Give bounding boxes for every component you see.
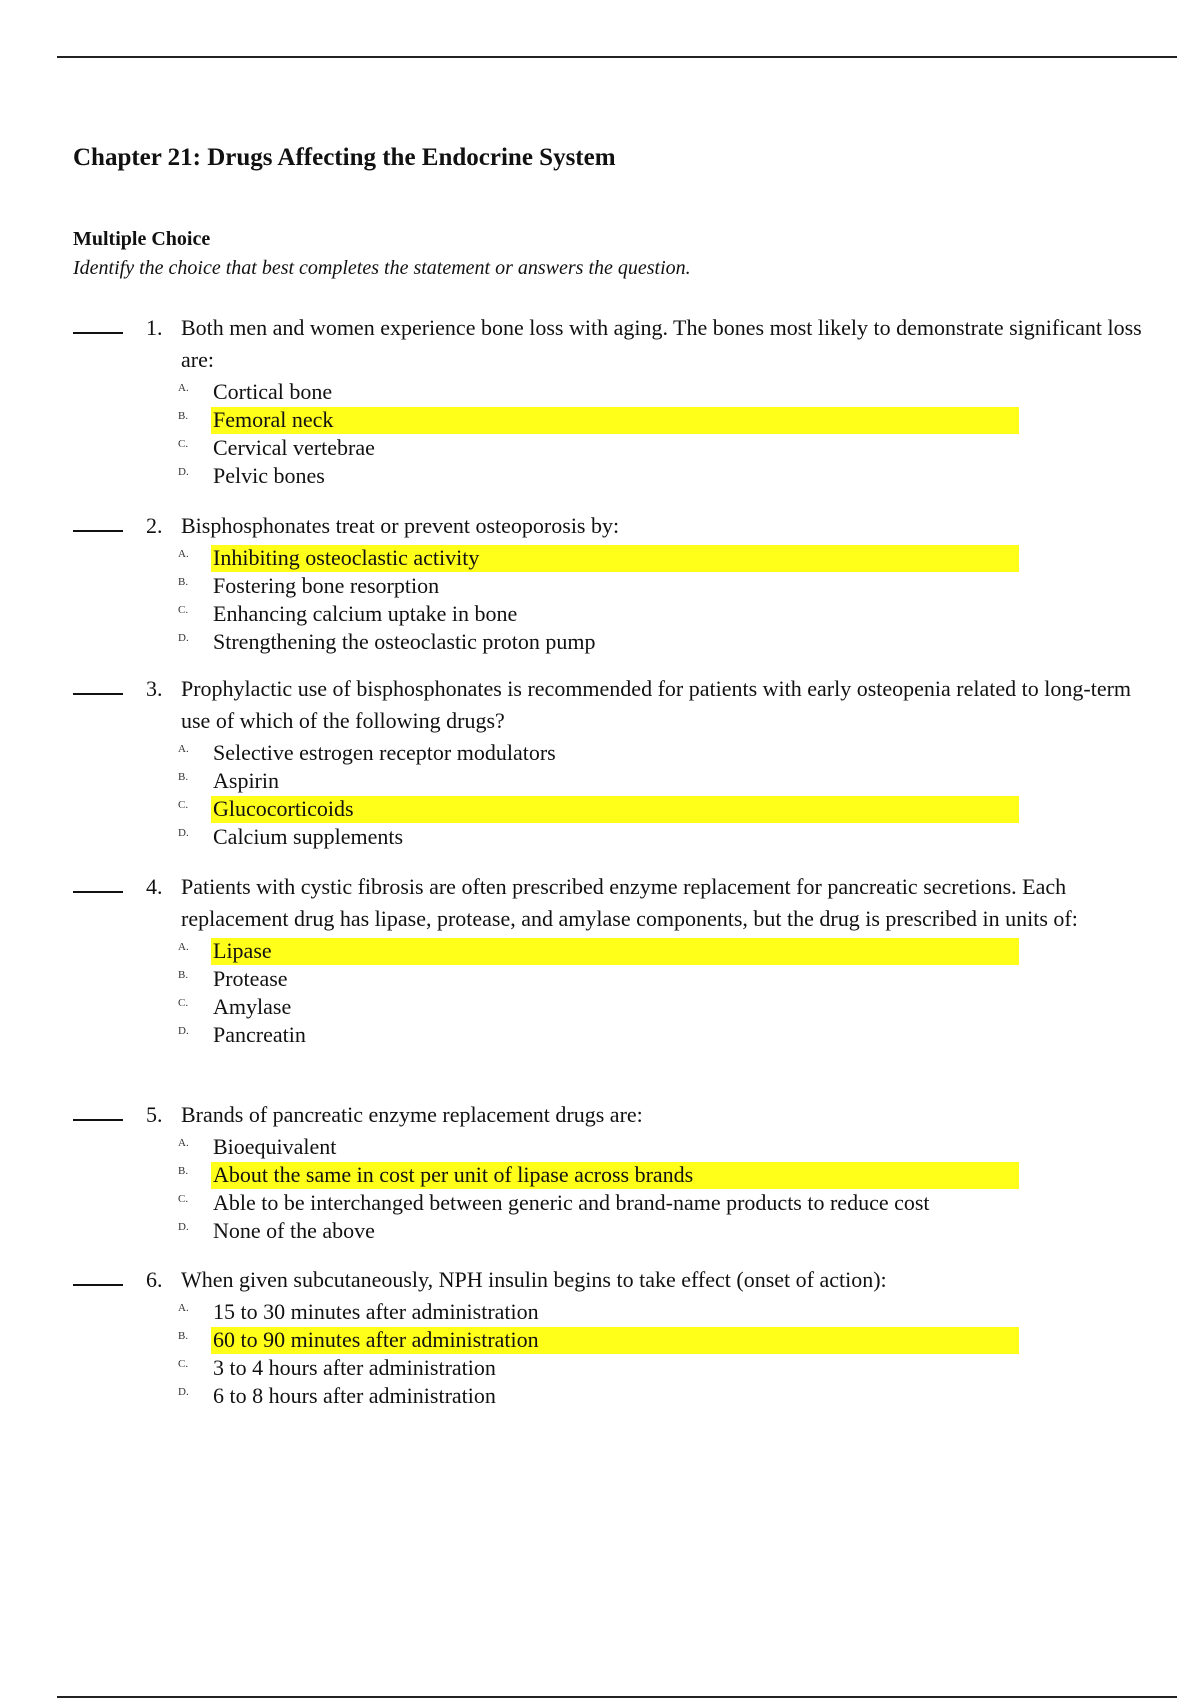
answer-option[interactable] xyxy=(178,628,1153,656)
option-text: None of the above xyxy=(213,1218,375,1243)
question-stem xyxy=(146,312,1153,376)
option-text: About the same in cost per unit of lipase across brands xyxy=(213,1162,694,1187)
option-list xyxy=(178,1133,1153,1245)
option-letter: D. xyxy=(178,1221,189,1233)
answer-option[interactable] xyxy=(178,1326,1153,1354)
question-text: Prophylactic use of bisphosphonates is recommended for patients with early osteopenia related to long-term use of which of the following drugs? xyxy=(181,676,1132,733)
option-text: 6 to 8 hours after administration xyxy=(213,1383,496,1408)
answer-option[interactable] xyxy=(178,1354,1153,1382)
option-text: Pelvic bones xyxy=(213,463,325,488)
option-text: Glucocorticoids xyxy=(213,796,354,821)
answer-option[interactable] xyxy=(178,600,1153,628)
option-text: Bioequivalent xyxy=(213,1134,337,1159)
option-text: Strengthening the osteoclastic proton pump xyxy=(213,629,596,654)
answer-blank[interactable] xyxy=(73,693,123,695)
option-text: Aspirin xyxy=(213,768,279,793)
option-text: Enhancing calcium uptake in bone xyxy=(213,601,518,626)
answer-option[interactable] xyxy=(178,1161,1153,1189)
option-letter: D. xyxy=(178,827,189,839)
option-letter: D. xyxy=(178,1386,189,1398)
question-number: 6. xyxy=(146,1267,163,1292)
option-text: Calcium supplements xyxy=(213,824,404,849)
question-item xyxy=(73,312,1153,490)
option-letter: A. xyxy=(178,743,189,755)
option-letter: C. xyxy=(178,1193,189,1205)
option-letter: B. xyxy=(178,1165,189,1177)
question-stem xyxy=(146,1099,1153,1131)
page-title: Chapter 21: Drugs Affecting the Endocrine System xyxy=(73,144,616,171)
answer-option[interactable] xyxy=(178,965,1153,993)
option-letter: D. xyxy=(178,466,189,478)
answer-option[interactable] xyxy=(178,462,1153,490)
question-number: 5. xyxy=(146,1102,163,1127)
option-list xyxy=(178,378,1153,490)
question-number: 4. xyxy=(146,874,163,899)
option-letter: D. xyxy=(178,1025,189,1037)
question-stem xyxy=(146,510,1153,542)
question-item xyxy=(73,871,1153,1049)
answer-option[interactable] xyxy=(178,795,1153,823)
option-text: Inhibiting osteoclastic activity xyxy=(213,545,480,570)
option-letter: A. xyxy=(178,1302,189,1314)
question-item xyxy=(73,510,1153,656)
question-stem xyxy=(146,1264,1153,1296)
option-text: Protease xyxy=(213,966,288,991)
option-letter: C. xyxy=(178,438,189,450)
option-letter: B. xyxy=(178,969,189,981)
option-letter: A. xyxy=(178,941,189,953)
option-text: 60 to 90 minutes after administration xyxy=(213,1327,539,1352)
option-letter: B. xyxy=(178,410,189,422)
option-letter: B. xyxy=(178,576,189,588)
question-stem xyxy=(146,673,1153,737)
question-text: Brands of pancreatic enzyme replacement drugs are: xyxy=(181,1102,643,1127)
question-text: Patients with cystic fibrosis are often prescribed enzyme replacement for pancreatic secretions. Each replacement drug has lipase, protease, and amylase components, but the drug is prescribed in units of: xyxy=(181,874,1078,931)
question-item xyxy=(73,673,1153,851)
option-text: 15 to 30 minutes after administration xyxy=(213,1299,539,1324)
option-text: Pancreatin xyxy=(213,1022,306,1047)
answer-blank[interactable] xyxy=(73,1119,123,1121)
option-text: Selective estrogen receptor modulators xyxy=(213,740,556,765)
question-number: 3. xyxy=(146,676,163,701)
option-list xyxy=(178,1298,1153,1410)
answer-option[interactable] xyxy=(178,993,1153,1021)
option-letter: C. xyxy=(178,799,189,811)
question-stem xyxy=(146,871,1153,935)
instructions: Identify the choice that best completes the statement or answers the question. xyxy=(73,257,691,279)
answer-option[interactable] xyxy=(178,1021,1153,1049)
option-letter: C. xyxy=(178,604,189,616)
answer-option[interactable] xyxy=(178,823,1153,851)
answer-option[interactable] xyxy=(178,572,1153,600)
answer-option[interactable] xyxy=(178,1382,1153,1410)
question-text: Both men and women experience bone loss with aging. The bones most likely to demonstrate significant loss are: xyxy=(181,315,1142,372)
answer-blank[interactable] xyxy=(73,891,123,893)
question-item xyxy=(73,1099,1153,1245)
option-text: Fostering bone resorption xyxy=(213,573,440,598)
option-list xyxy=(178,544,1153,656)
answer-option[interactable] xyxy=(178,1133,1153,1161)
section-title: Multiple Choice xyxy=(73,228,211,250)
option-letter: C. xyxy=(178,997,189,1009)
option-text: 3 to 4 hours after administration xyxy=(213,1355,496,1380)
top-rule xyxy=(57,56,1177,58)
option-letter: A. xyxy=(178,1137,189,1149)
question-item xyxy=(73,1264,1153,1410)
option-letter: A. xyxy=(178,548,189,560)
option-text: Amylase xyxy=(213,994,292,1019)
option-text: Femoral neck xyxy=(213,407,334,432)
option-letter: B. xyxy=(178,771,189,783)
answer-option[interactable] xyxy=(178,1298,1153,1326)
option-text: Cervical vertebrae xyxy=(213,435,375,460)
question-number: 2. xyxy=(146,513,163,538)
answer-option[interactable] xyxy=(178,544,1153,572)
option-list xyxy=(178,937,1153,1049)
option-letter: B. xyxy=(178,1330,189,1342)
answer-option[interactable] xyxy=(178,1189,1153,1217)
answer-option[interactable] xyxy=(178,378,1153,406)
option-letter: A. xyxy=(178,382,189,394)
answer-option[interactable] xyxy=(178,1217,1153,1245)
answer-option[interactable] xyxy=(178,767,1153,795)
question-text: When given subcutaneously, NPH insulin begins to take effect (onset of action): xyxy=(181,1267,887,1292)
option-letter: C. xyxy=(178,1358,189,1370)
option-letter: D. xyxy=(178,632,189,644)
answer-blank[interactable] xyxy=(73,530,123,532)
answer-option[interactable] xyxy=(178,739,1153,767)
answer-option[interactable] xyxy=(178,434,1153,462)
answer-option[interactable] xyxy=(178,937,1153,965)
option-text: Lipase xyxy=(213,938,272,963)
answer-option[interactable] xyxy=(178,406,1153,434)
question-text: Bisphosphonates treat or prevent osteoporosis by: xyxy=(181,513,620,538)
answer-blank[interactable] xyxy=(73,1284,123,1286)
question-number: 1. xyxy=(146,315,163,340)
bottom-rule xyxy=(57,1696,1177,1698)
option-text: Cortical bone xyxy=(213,379,333,404)
option-list xyxy=(178,739,1153,851)
answer-blank[interactable] xyxy=(73,332,123,334)
option-text: Able to be interchanged between generic and brand-name products to reduce cost xyxy=(213,1190,930,1215)
answer-highlight xyxy=(211,938,1019,965)
